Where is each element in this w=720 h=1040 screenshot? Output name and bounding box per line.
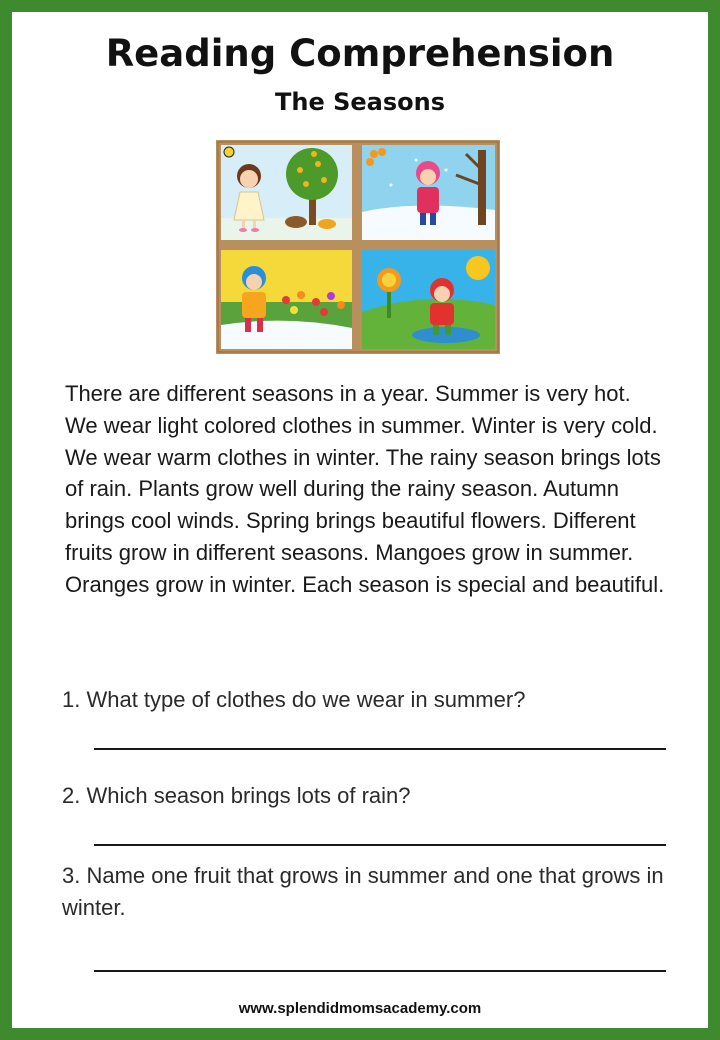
seasons-illustration (216, 140, 500, 354)
question-2: 2. Which season brings lots of rain? (62, 783, 411, 808)
answer-line-2[interactable] (94, 844, 666, 846)
reading-passage: There are different seasons in a year. Summer is very hot. We wear light colored clothes in summer. Winter is very cold. We wear warm clothes in winter. The rainy season brings lots of rain. Plants grow well during the rainy season. Autumn brings cool winds. Spring brings beautiful flowers. Different fruits grow in different seasons. Mangoes grow in summer. Oranges grow in winter. Each season is special and beautiful. (65, 381, 665, 597)
winter-panel-icon (362, 145, 495, 240)
question-1: 1. What type of clothes do we wear in summer? (62, 687, 526, 712)
page-title: Reading Comprehension (105, 32, 615, 75)
worksheet-page (12, 12, 708, 1028)
spring-panel-icon (221, 250, 352, 349)
summer-panel-icon (221, 145, 352, 240)
question-3: 3. Name one fruit that grows in summer and one that grows in winter. (62, 863, 664, 920)
answer-line-1[interactable] (94, 748, 666, 750)
website-footer: www.splendidmomsacademy.com (238, 1000, 482, 1017)
rainy-panel-icon (362, 250, 495, 349)
answer-line-3[interactable] (94, 970, 666, 972)
page-subtitle: The Seasons (275, 88, 445, 116)
